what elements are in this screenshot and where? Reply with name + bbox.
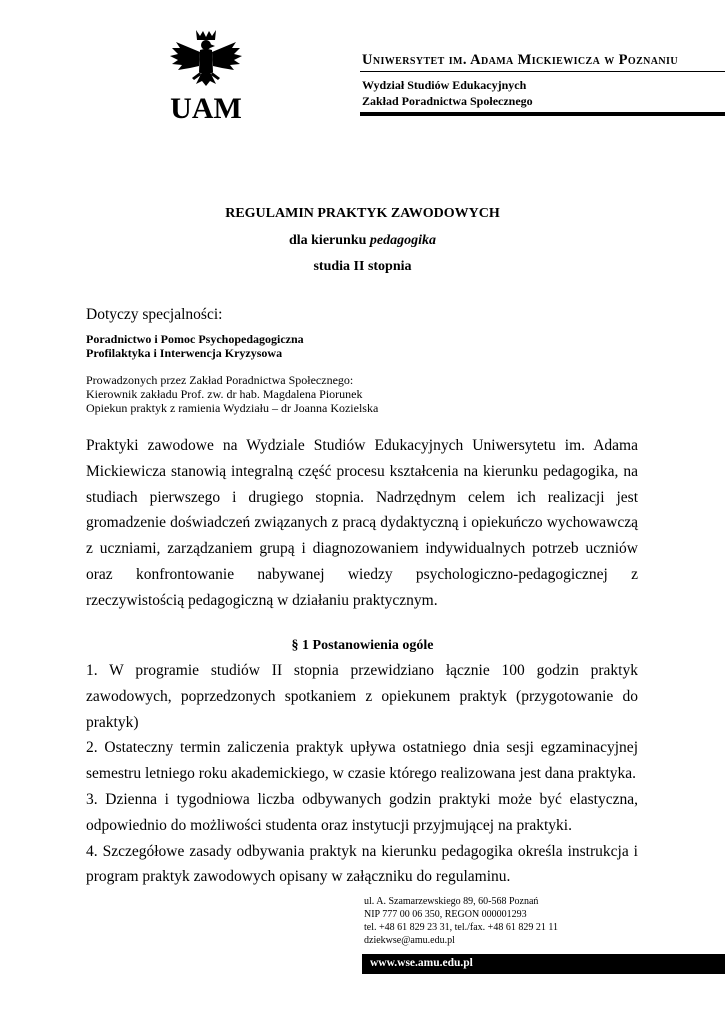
website-link[interactable]: www.wse.amu.edu.pl bbox=[370, 957, 473, 969]
specialization-item: Poradnictwo i Pomoc Psychopedagogiczna bbox=[86, 332, 304, 346]
footer-email: dziekwse@amu.edu.pl bbox=[364, 935, 455, 946]
faculty-name: Wydział Studiów Edukacyjnych bbox=[362, 78, 527, 92]
header-rule bbox=[360, 112, 725, 116]
study-level: studia II stopnia bbox=[313, 259, 412, 274]
specialization-item: Profilaktyka i Interwencja Kryzysowa bbox=[86, 346, 283, 360]
footer-address: ul. A. Szamarzewskiego 89, 60-568 Poznań bbox=[364, 896, 539, 907]
university-name: Uniwersytet im. Adama Mickiewicza w Poznaniu bbox=[362, 52, 678, 68]
footer-bar bbox=[362, 954, 725, 974]
footer-ids: NIP 777 00 06 350, REGON 000001293 bbox=[364, 909, 527, 920]
document-title: REGULAMIN PRAKTYK ZAWODOWYCH bbox=[225, 206, 500, 221]
section-1-points bbox=[86, 658, 638, 890]
unit-name: Zakład Poradnictwa Społecznego bbox=[362, 94, 533, 108]
footer-phone: tel. +48 61 829 23 31, tel./fax. +48 61 829 21 11 bbox=[364, 922, 558, 933]
eagle-emblem-icon bbox=[166, 28, 246, 123]
document-subtitle bbox=[0, 233, 725, 249]
header-divider bbox=[360, 71, 725, 72]
head-info-line: Kierownik zakładu Prof. zw. dr hab. Magdalena Piorunek bbox=[86, 387, 363, 401]
svg-text:UAM: UAM bbox=[170, 92, 242, 123]
point-1: 1. W programie studiów II stopnia przewidziano łącznie 100 godzin praktyk zawodowych, poprzedzonych spotkaniem z opiekunem praktyk (przygotowanie do praktyk) bbox=[86, 662, 638, 731]
specialization-heading: Dotyczy specjalności: bbox=[86, 306, 223, 323]
point-4: 4. Szczegółowe zasady odbywania praktyk na kierunku pedagogika określa instrukcja i program praktyk zawodowych opisany w załączniku do regulaminu. bbox=[86, 842, 638, 886]
section-1-title: § 1 Postanowienia ogóle bbox=[291, 638, 434, 653]
supervisor-info-line: Opiekun praktyk z ramienia Wydziału – dr Joanna Kozielska bbox=[86, 401, 379, 415]
uam-logo bbox=[166, 28, 246, 123]
subtitle-prefix: dla kierunku bbox=[288, 233, 370, 248]
field-name: pedagogika bbox=[369, 233, 437, 248]
point-3: 3. Dzienna i tygodniowa liczba odbywanych godzin praktyki może być elastyczna, odpowiednio do możliwości studenta oraz instytucji przyjmującej na praktyki. bbox=[86, 790, 638, 834]
point-2: 2. Ostateczny termin zaliczenia praktyk upływa ostatniego dnia sesji egzaminacyjnej semestru letniego roku akademickiego, w czasie którego realizowana jest dana praktyka. bbox=[86, 739, 638, 783]
intro-paragraph: Praktyki zawodowe na Wydziale Studiów Edukacyjnych Uniwersytetu im. Adama Mickiewicza stanowią integralną część procesu kształcenia na kierunku pedagogika, na studiach pierwszego i drugiego stopnia. Nadrzędnym celem ich realizacji jest gromadzenie doświadczeń związanych z pracą dydaktyczną i opiekuńczo wychowawczą z uczniami, zarządzaniem grupą i diagnozowaniem indywidualnych potrzeb uczniów oraz konfrontowanie nabywanej wiedzy psychologiczno-pedagogicznej z rzeczywistością pedagogiczną w działaniu praktycznym. bbox=[86, 437, 638, 609]
unit-info-line: Prowadzonych przez Zakład Poradnictwa Społecznego: bbox=[86, 373, 354, 387]
